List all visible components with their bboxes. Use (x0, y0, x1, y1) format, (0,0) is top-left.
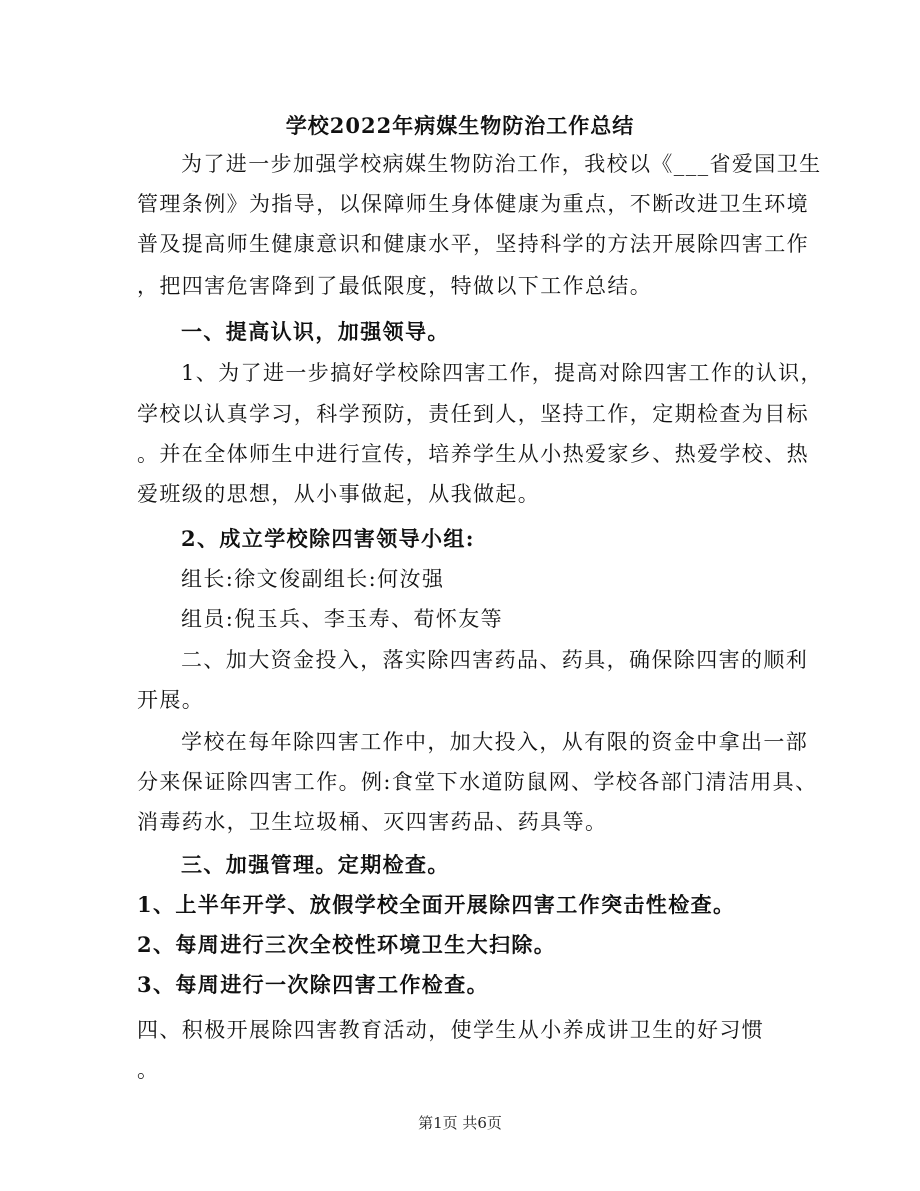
intro-line-2: 管理条例》为指导，以保障师生身体健康为重点，不断改进卫生环境 (137, 192, 809, 216)
page-number: 第1页 共6页 (418, 1114, 502, 1132)
members-line: 组员:倪玉兵、李玉寿、荀怀友等 (181, 607, 504, 631)
leaders-line: 组长:徐文俊副组长:何汝强 (181, 567, 445, 591)
document-title: 学校2022年病媒生物防治工作总结 (285, 113, 635, 138)
section-4-heading-line-2: 。 (137, 1058, 160, 1082)
section-1-item-2: 2、成立学校除四害领导小组: (181, 526, 475, 551)
section-1-item-1-line-3: 。并在全体师生中进行宣传，培养学生从小热爱家乡、热爱学校、热 (137, 442, 809, 466)
section-2-heading-line-1: 二、加大资金投入，落实除四害药品、药具，确保除四害的顺利 (181, 648, 809, 672)
intro-line-4: ，把四害危害降到了最低限度，特做以下工作总结。 (137, 274, 653, 298)
intro-line-1: 为了进一步加强学校病媒生物防治工作，我校以《___省爱国卫生 (181, 152, 822, 176)
section-2-body-line-3: 消毒药水，卫生垃圾桶、灭四害药品、药具等。 (137, 810, 608, 834)
section-4-heading-line-1: 四、积极开展除四害教育活动，使学生从小养成讲卫生的好习惯 (137, 1018, 765, 1042)
section-1-item-1-line-2: 学校以认真学习，科学预防，责任到人，坚持工作，定期检查为目标 (137, 402, 809, 426)
section-1-heading: 一、提高认识，加强领导。 (181, 319, 450, 344)
section-2-heading-line-2: 开展。 (137, 688, 205, 712)
section-3-item-1: 1、上半年开学、放假学校全面开展除四害工作突击性检查。 (137, 892, 736, 917)
section-3-item-2: 2、每周进行三次全校性环境卫生大扫除。 (137, 932, 557, 957)
section-3-heading: 三、加强管理。定期检查。 (181, 852, 450, 877)
section-2-body-line-1: 学校在每年除四害工作中，加大投入，从有限的资金中拿出一部 (181, 730, 809, 754)
section-1-item-1-line-1: 1、为了进一步搞好学校除四害工作，提高对除四害工作的认识， (181, 361, 823, 385)
section-1-item-1-line-4: 爱班级的思想，从小事做起，从我做起。 (137, 482, 541, 506)
section-2-body-line-2: 分来保证除四害工作。例:食堂下水道防鼠网、学校各部门清洁用具、 (137, 770, 818, 794)
intro-line-3: 普及提高师生健康意识和健康水平，坚持科学的方法开展除四害工作 (137, 232, 809, 256)
section-3-item-3: 3、每周进行一次除四害工作检查。 (137, 972, 490, 997)
